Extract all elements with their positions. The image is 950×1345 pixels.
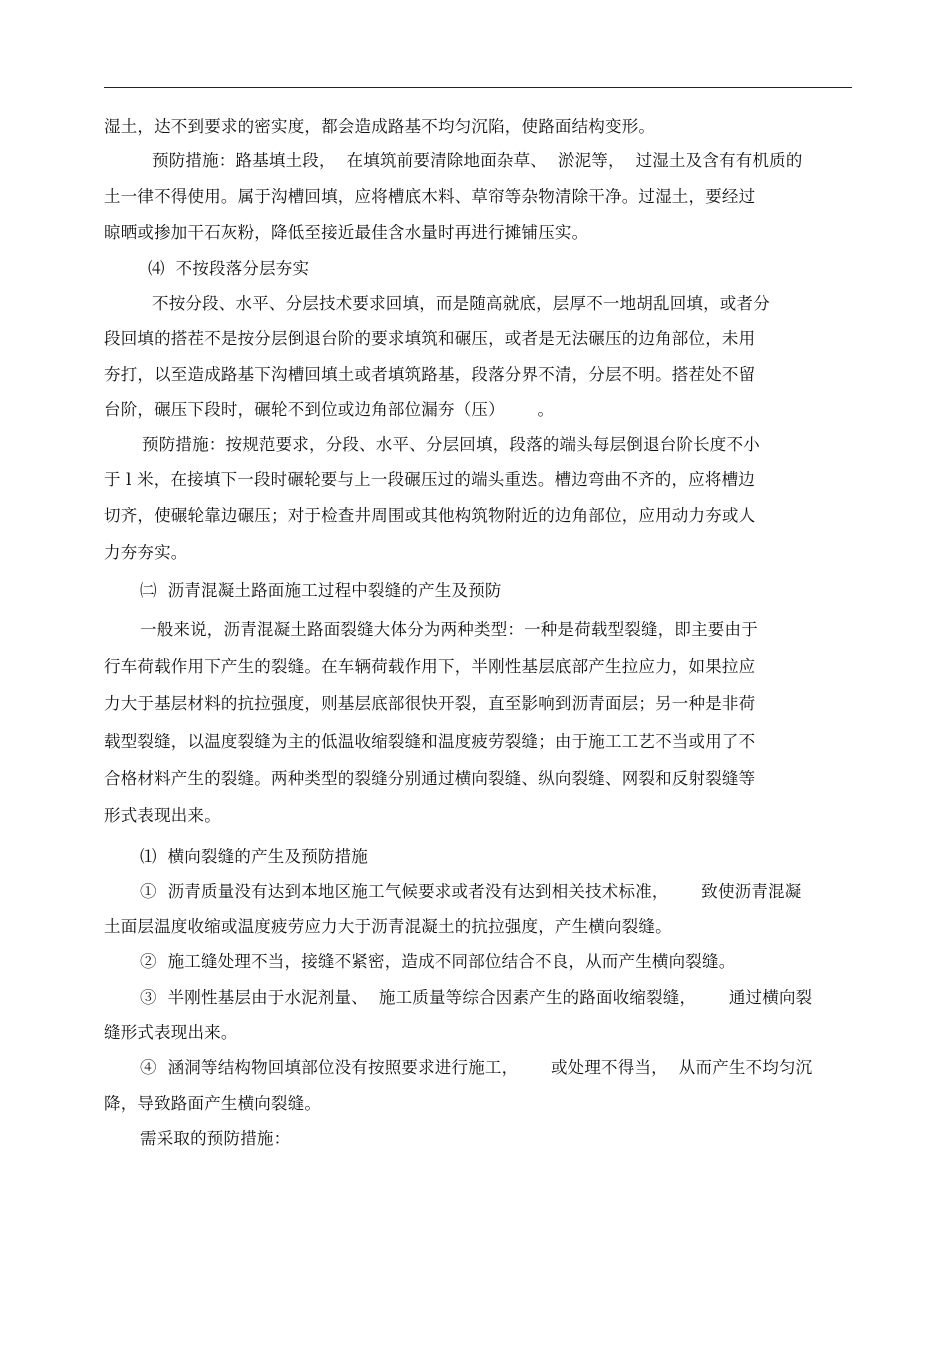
text-line: 形式表现出来。 bbox=[104, 806, 221, 825]
text-line: 降，导致路面产生横向裂缝。 bbox=[104, 1094, 322, 1113]
text-line: 土面层温度收缩或温度疲劳应力大于沥青混凝土的抗拉强度，产生横向裂缝。 bbox=[104, 917, 672, 936]
text-line: 力大于基层材料的抗拉强度，则基层底部很快开裂，直至影响到沥青面层；另一种是非荷 bbox=[104, 694, 756, 713]
text-line: 夯打，以至造成路基下沟槽回填土或者填筑路基，段落分界不清，分层不明。搭茬处不留 bbox=[104, 365, 756, 384]
text-line: 切齐，使碾轮靠边碾压；对于检查井周围或其他构筑物附近的边角部位，应用动力夯或人 bbox=[104, 506, 756, 525]
text-line: 一般来说，沥青混凝土路面裂缝大体分为两种类型：一种是荷载型裂缝，即主要由于 bbox=[140, 620, 758, 639]
text-line: 台阶，碾压下段时，碾轮不到位或边角部位漏夯（压） 。 bbox=[104, 400, 555, 419]
text-line: 于 l 米，在接填下一段时碾轮要与上一段碾压过的端头重迭。槽边弯曲不齐的，应将槽边 bbox=[104, 470, 755, 489]
text-line: 湿土，达不到要求的密实度，都会造成路基不均匀沉陷，使路面结构变形。 bbox=[104, 117, 656, 136]
text-line: 不按分段、水平、分层技术要求回填，而是随高就底，层厚不一地胡乱回填，或者分 bbox=[152, 294, 770, 313]
list-item: ② 施工缝处理不当，接缝不紧密，造成不同部位结合不良，从而产生横向裂缝。 bbox=[140, 952, 736, 971]
list-item: ④ 涵洞等结构物回填部位没有按照要求进行施工， 或处理不得当， 从而产生不均匀沉 bbox=[140, 1058, 813, 1077]
text-line: 段回填的搭茬不是按分层倒退台阶的要求填筑和碾压，或者是无法碾压的边角部位，未用 bbox=[104, 329, 756, 348]
text-line: 力夯夯实。 bbox=[104, 543, 188, 562]
section-heading: ㈡ 沥青混凝土路面施工过程中裂缝的产生及预防 bbox=[140, 581, 502, 600]
text-line: 需采取的预防措施： bbox=[140, 1129, 291, 1148]
text-line: 预防措施：按规范要求，分段、水平、分层回填，段落的端头每层倒退台阶长度不小 bbox=[142, 435, 760, 454]
text-line: 土一律不得使用。属于沟槽回填，应将槽底木料、草帘等杂物清除干净。过湿土，要经过 bbox=[104, 187, 756, 206]
section-heading: ⑷ 不按段落分层夯实 bbox=[148, 259, 310, 278]
text-line: 预防措施：路基填土段， 在填筑前要清除地面杂草、 淤泥等， 过湿土及含有有机质的 bbox=[152, 151, 803, 170]
header-rule bbox=[104, 87, 852, 88]
text-line: 缝形式表现出来。 bbox=[104, 1023, 238, 1042]
text-line: 行车荷载作用下产生的裂缝。在车辆荷载作用下，半刚性基层底部产生拉应力，如果拉应 bbox=[104, 657, 756, 676]
text-line: 合格材料产生的裂缝。两种类型的裂缝分别通过横向裂缝、纵向裂缝、网裂和反射裂缝等 bbox=[104, 769, 756, 788]
section-heading: ⑴ 横向裂缝的产生及预防措施 bbox=[140, 847, 368, 866]
text-line: 载型裂缝，以温度裂缝为主的低温收缩裂缝和温度疲劳裂缝；由于施工工艺不当或用了不 bbox=[104, 732, 756, 751]
list-item: ① 沥青质量没有达到本地区施工气候要求或者没有达到相关技术标准， 致使沥青混凝 bbox=[140, 882, 802, 901]
text-line: 晾晒或掺加干石灰粉，降低至接近最佳含水量时再进行摊铺压实。 bbox=[104, 223, 589, 242]
list-item: ③ 半刚性基层由于水泥剂量、 施工质量等综合因素产生的路面收缩裂缝， 通过横向裂 bbox=[140, 988, 813, 1007]
